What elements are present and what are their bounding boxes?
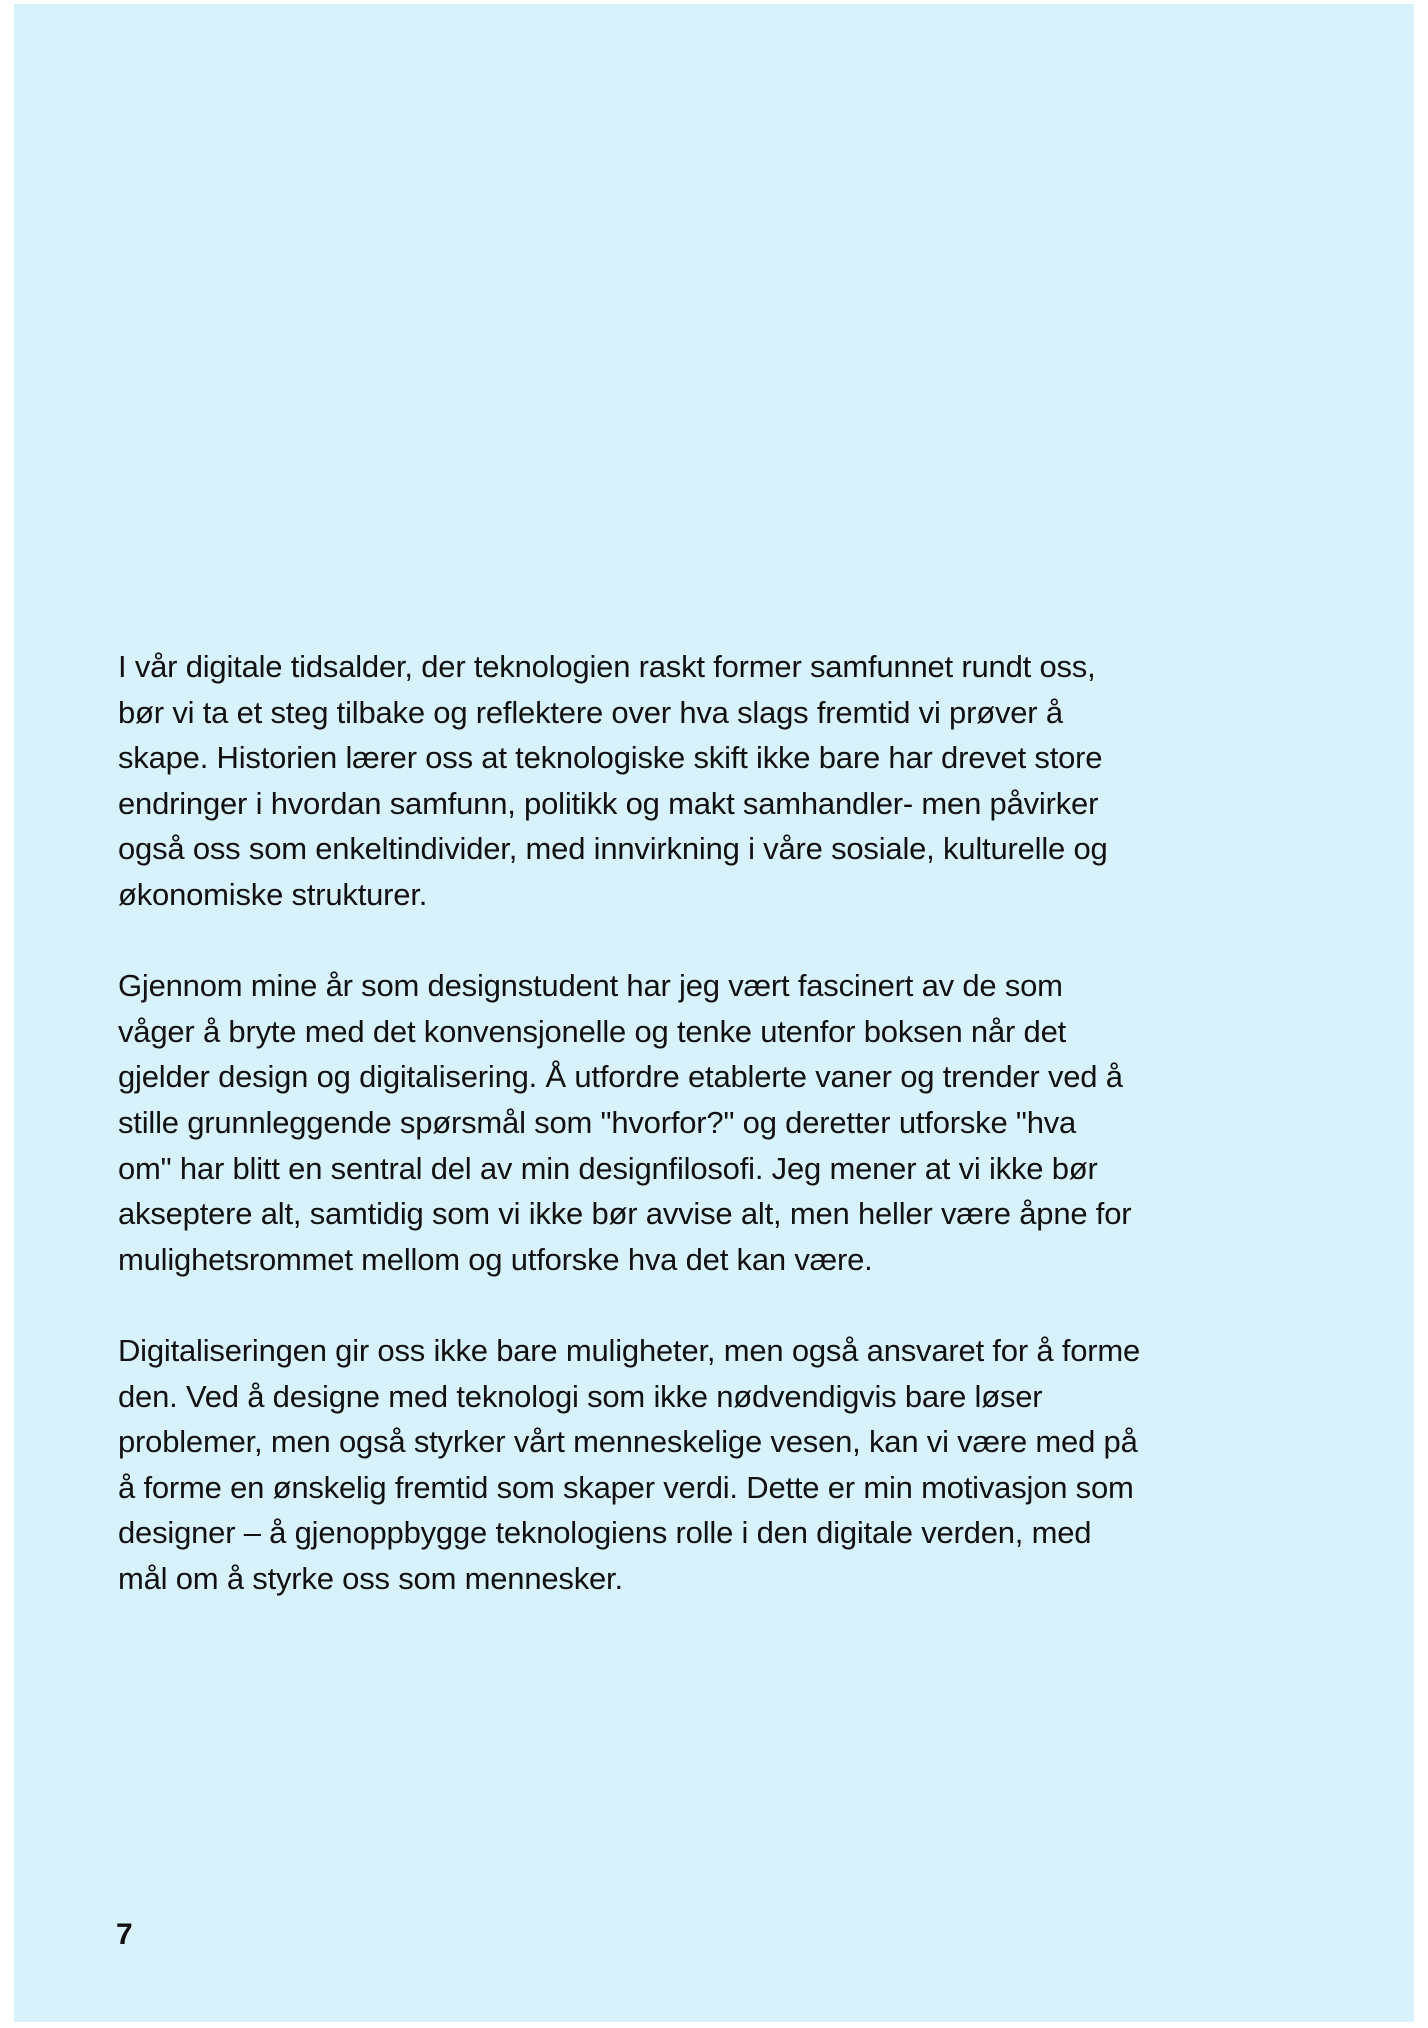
document-page — [14, 4, 1414, 2022]
paragraph-1: I vår digitale tidsalder, der teknologien raskt former samfunnet rundt oss, bør vi ta et steg tilbake og reflektere over hva slags fremtid vi prøver å skape. Historien lærer oss at teknologiske skift ikke bare har drevet store endringer i hvordan samfunn, politikk og makt samhandler- men påvirker også oss som enkeltindivider, med innvirkning i våre sosiale, kulturelle og økonomiske strukturer. — [118, 649, 1108, 912]
page-number: 7 — [116, 1918, 133, 1951]
paragraph-2: Gjennom mine år som designstudent har jeg vært fascinert av de som våger å bryte med det konvensjonelle og tenke utenfor boksen når det gjelder design og digitalisering. Å utfordre etablerte vaner og trender ved å stille grunnleggende spørsmål som "hvorfor?" og deretter utforske "hva om" har blitt en sentral del av min designfilosofi. Jeg mener at vi ikke bør akseptere alt, samtidig som vi ikke bør avvise alt, men heller være åpne for mulighetsrommet mellom og utforske hva det kan være. — [118, 968, 1132, 1277]
paragraph-3: Digitaliseringen gir oss ikke bare muligheter, men også ansvaret for å forme den. Ved å designe med teknologi som ikke nødvendigvis bare løser problemer, men også styrker vårt menneskelige vesen, kan vi være med på å forme en ønskelig fremtid som skaper verdi. Dette er min motivasjon som designer – å gjenoppbygge teknologiens rolle i den digitale verden, med mål om å styrke oss som mennesker. — [118, 1332, 1141, 1596]
body-text — [118, 644, 1278, 1601]
